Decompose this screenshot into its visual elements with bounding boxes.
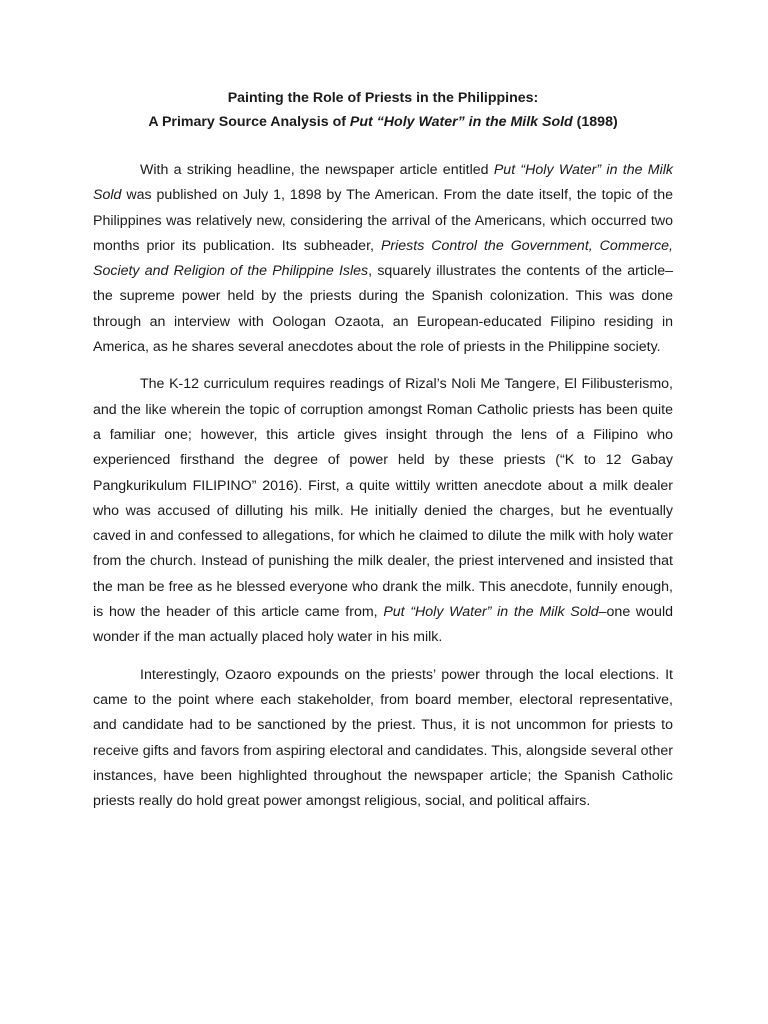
title-line-2-prefix: A Primary Source Analysis of <box>148 114 350 130</box>
document-page <box>93 86 673 814</box>
paragraph-3 <box>93 663 673 815</box>
paragraph-2-text-b: –one would wonder if the man actually placed holy water in his milk. <box>93 604 673 646</box>
paragraph-2-article-title: Put “Holy Water” in the Milk Sold <box>383 604 599 621</box>
title-article-name: Put “Holy Water” in the Milk Sold <box>349 114 573 130</box>
paragraph-3-text: Interestingly, Ozaoro expounds on the priests’ power through the local elections. It came to the point where each stakeholder, from board member, electoral representative, and candidate had to be sanctioned by the priest. Thus, it is not uncommon for priests to receive gifts and favors from aspiring electoral and candidates. This, alongside several other instances, have been highlighted throughout the newspaper article; the Spanish Catholic priests really do hold great power amongst religious, social, and political affairs. <box>93 666 673 810</box>
title-line-2 <box>93 110 673 134</box>
paragraph-1-article-title: Put “Holy Water” in the Milk Sold <box>93 162 673 204</box>
paragraph-2-text-a: The K-12 curriculum requires readings of Rizal’s Noli Me Tangere, El Filibusterismo, and the like wherein the topic of corruption amongst Roman Catholic priests has been quite a familiar one; however, this article gives insight through the lens of a Filipino who experienced firsthand the degree of power held by these priests (“K to 12 Gabay Pangkurikulum FILIPINO” 2016). First, a quite wittily written anecdote about a milk dealer who was accused of dilluting his milk. He initially denied the charges, but he eventually caved in and confessed to allegations, for which he claimed to dilute the milk with holy water from the church. Instead of punishing the milk dealer, the priest intervened and insisted that the man be free as he blessed everyone who drank the milk. This anecdote, funnily enough, is how the header of this article came from, <box>93 376 673 621</box>
paragraph-1-text-a: With a striking headline, the newspaper article entitled <box>140 162 494 178</box>
document-title <box>93 86 673 134</box>
paragraph-1 <box>93 158 673 360</box>
paragraph-1-text-b: was published on July 1, 1898 by The American. From the date itself, the topic of the Philippines was relatively new, considering the arrival of the Americans, which occurred two months prior its publication. Its subheader, <box>93 187 673 254</box>
paragraph-2 <box>93 372 673 650</box>
title-line-1: Painting the Role of Priests in the Philippines: <box>227 90 539 106</box>
title-year: (1898) <box>572 114 618 130</box>
paragraph-1-text-c: , squarely illustrates the contents of the article–the supreme power held by the priests during the Spanish colonization. This was done through an interview with Oologan Ozaota, an European-educated Filipino residing in America, as he shares several anecdotes about the role of priests in the Philippine society. <box>93 263 673 356</box>
paragraph-1-subheader: Priests Control the Government, Commerce, Society and Religion of the Philippine Isles <box>93 237 673 280</box>
